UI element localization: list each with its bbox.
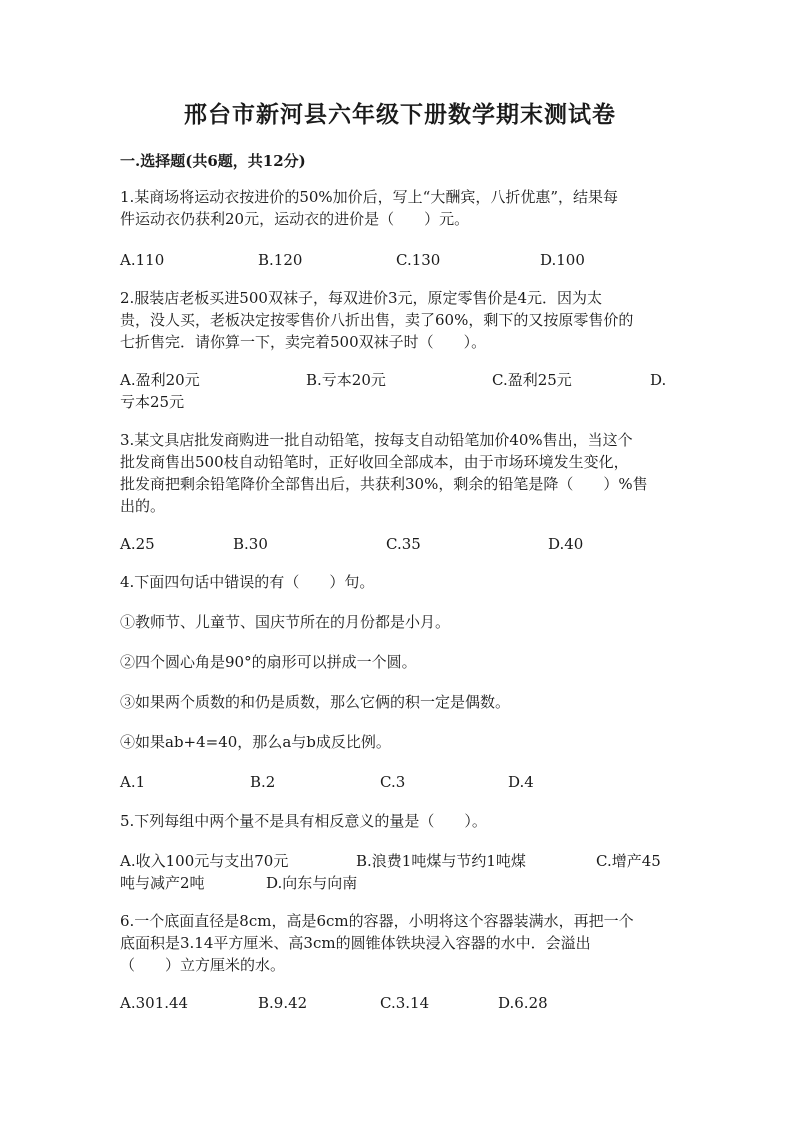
q3-line-2: 批发商售出500枝自动铅笔时，正好收回全部成本，由于市场环境发生变化， xyxy=(120,453,629,471)
q3-line-3: 批发商把剩余铅笔降价全部售出后，共获利30%，剩余的铅笔是降（ ）%售 xyxy=(120,475,648,493)
q1-line-2: 件运动衣仍获利20元，运动衣的进价是（ ）元。 xyxy=(120,210,470,228)
q5-option-d: D.向东与向南 xyxy=(266,874,358,892)
q2-line-1: 2.服装店老板买进500双袜子，每双进价3元，原定零售价是4元．因为太 xyxy=(120,289,603,307)
q5-option-b: B.浪费1吨煤与节约1吨煤 xyxy=(356,852,526,870)
q3-line-4: 出的。 xyxy=(120,497,166,515)
q4-option-b: B.2 xyxy=(250,773,276,791)
q4-line-1: 4.下面四句话中错误的有（ ）句。 xyxy=(120,573,375,591)
q3-option-c: C.35 xyxy=(386,535,421,553)
q6-option-a: A.301.44 xyxy=(120,994,189,1012)
page-title: 邢台市新河县六年级下册数学期末测试卷 xyxy=(184,101,616,128)
q4-statement-1: ①教师节、儿童节、国庆节所在的月份都是小月。 xyxy=(120,613,451,631)
section-heading: 一.选择题(共6题，共12分) xyxy=(120,152,306,170)
q6-option-d: D.6.28 xyxy=(498,994,548,1012)
q2-option-c: C.盈利25元 xyxy=(492,371,572,389)
q5-option-a: A.收入100元与支出70元 xyxy=(120,852,289,870)
q4-option-c: C.3 xyxy=(380,773,406,791)
q5-option-c-label: C.增产45 xyxy=(596,852,661,870)
q6-line-1: 6.一个底面直径是8cm，高是6cm的容器，小明将这个容器装满水，再把一个 xyxy=(120,912,634,930)
q1-option-a: A.110 xyxy=(120,251,165,269)
q2-line-3: 七折售完．请你算一下，卖完着500双袜子时（ ）。 xyxy=(120,333,487,351)
q3-option-a: A.25 xyxy=(120,535,155,553)
q1-option-c: C.130 xyxy=(396,251,441,269)
q2-option-b: B.亏本20元 xyxy=(306,371,386,389)
q6-line-3: （ ）立方厘米的水。 xyxy=(120,956,286,974)
q4-statement-3: ③如果两个质数的和仍是质数，那么它俩的积一定是偶数。 xyxy=(120,693,511,711)
q1-option-b: B.120 xyxy=(258,251,303,269)
q4-statement-4: ④如果ab+4=40，那么a与b成反比例。 xyxy=(120,733,391,751)
q2-line-2: 贵，没人买，老板决定按零售价八折出售，卖了60%，剩下的又按原零售价的 xyxy=(120,311,634,329)
q6-line-2: 底面积是3.14平方厘米、高3cm的圆锥体铁块浸入容器的水中．会溢出 xyxy=(120,934,591,952)
q4-statement-2: ②四个圆心角是90°的扇形可以拼成一个圆。 xyxy=(120,653,417,671)
q6-option-c: C.3.14 xyxy=(380,994,430,1012)
q5-line-1: 5.下列每组中两个量不是具有相反意义的量是（ ）。 xyxy=(120,812,487,830)
q3-line-1: 3.某文具店批发商购进一批自动铅笔，按每支自动铅笔加价40%售出，当这个 xyxy=(120,431,633,449)
q4-option-a: A.1 xyxy=(120,773,146,791)
q1-option-d: D.100 xyxy=(540,251,585,269)
q2-option-d-label: D. xyxy=(650,371,667,389)
q2-option-a: A.盈利20元 xyxy=(120,371,200,389)
q3-option-d: D.40 xyxy=(548,535,584,553)
q4-option-d: D.4 xyxy=(508,773,534,791)
q3-option-b: B.30 xyxy=(233,535,268,553)
q1-line-1: 1.某商场将运动衣按进价的50%加价后，写上“大酬宾，八折优惠”，结果每 xyxy=(120,188,618,206)
q6-option-b: B.9.42 xyxy=(258,994,308,1012)
q2-option-d-text: 亏本25元 xyxy=(120,393,185,411)
q5-option-c-text: 吨与减产2吨 xyxy=(120,874,205,892)
